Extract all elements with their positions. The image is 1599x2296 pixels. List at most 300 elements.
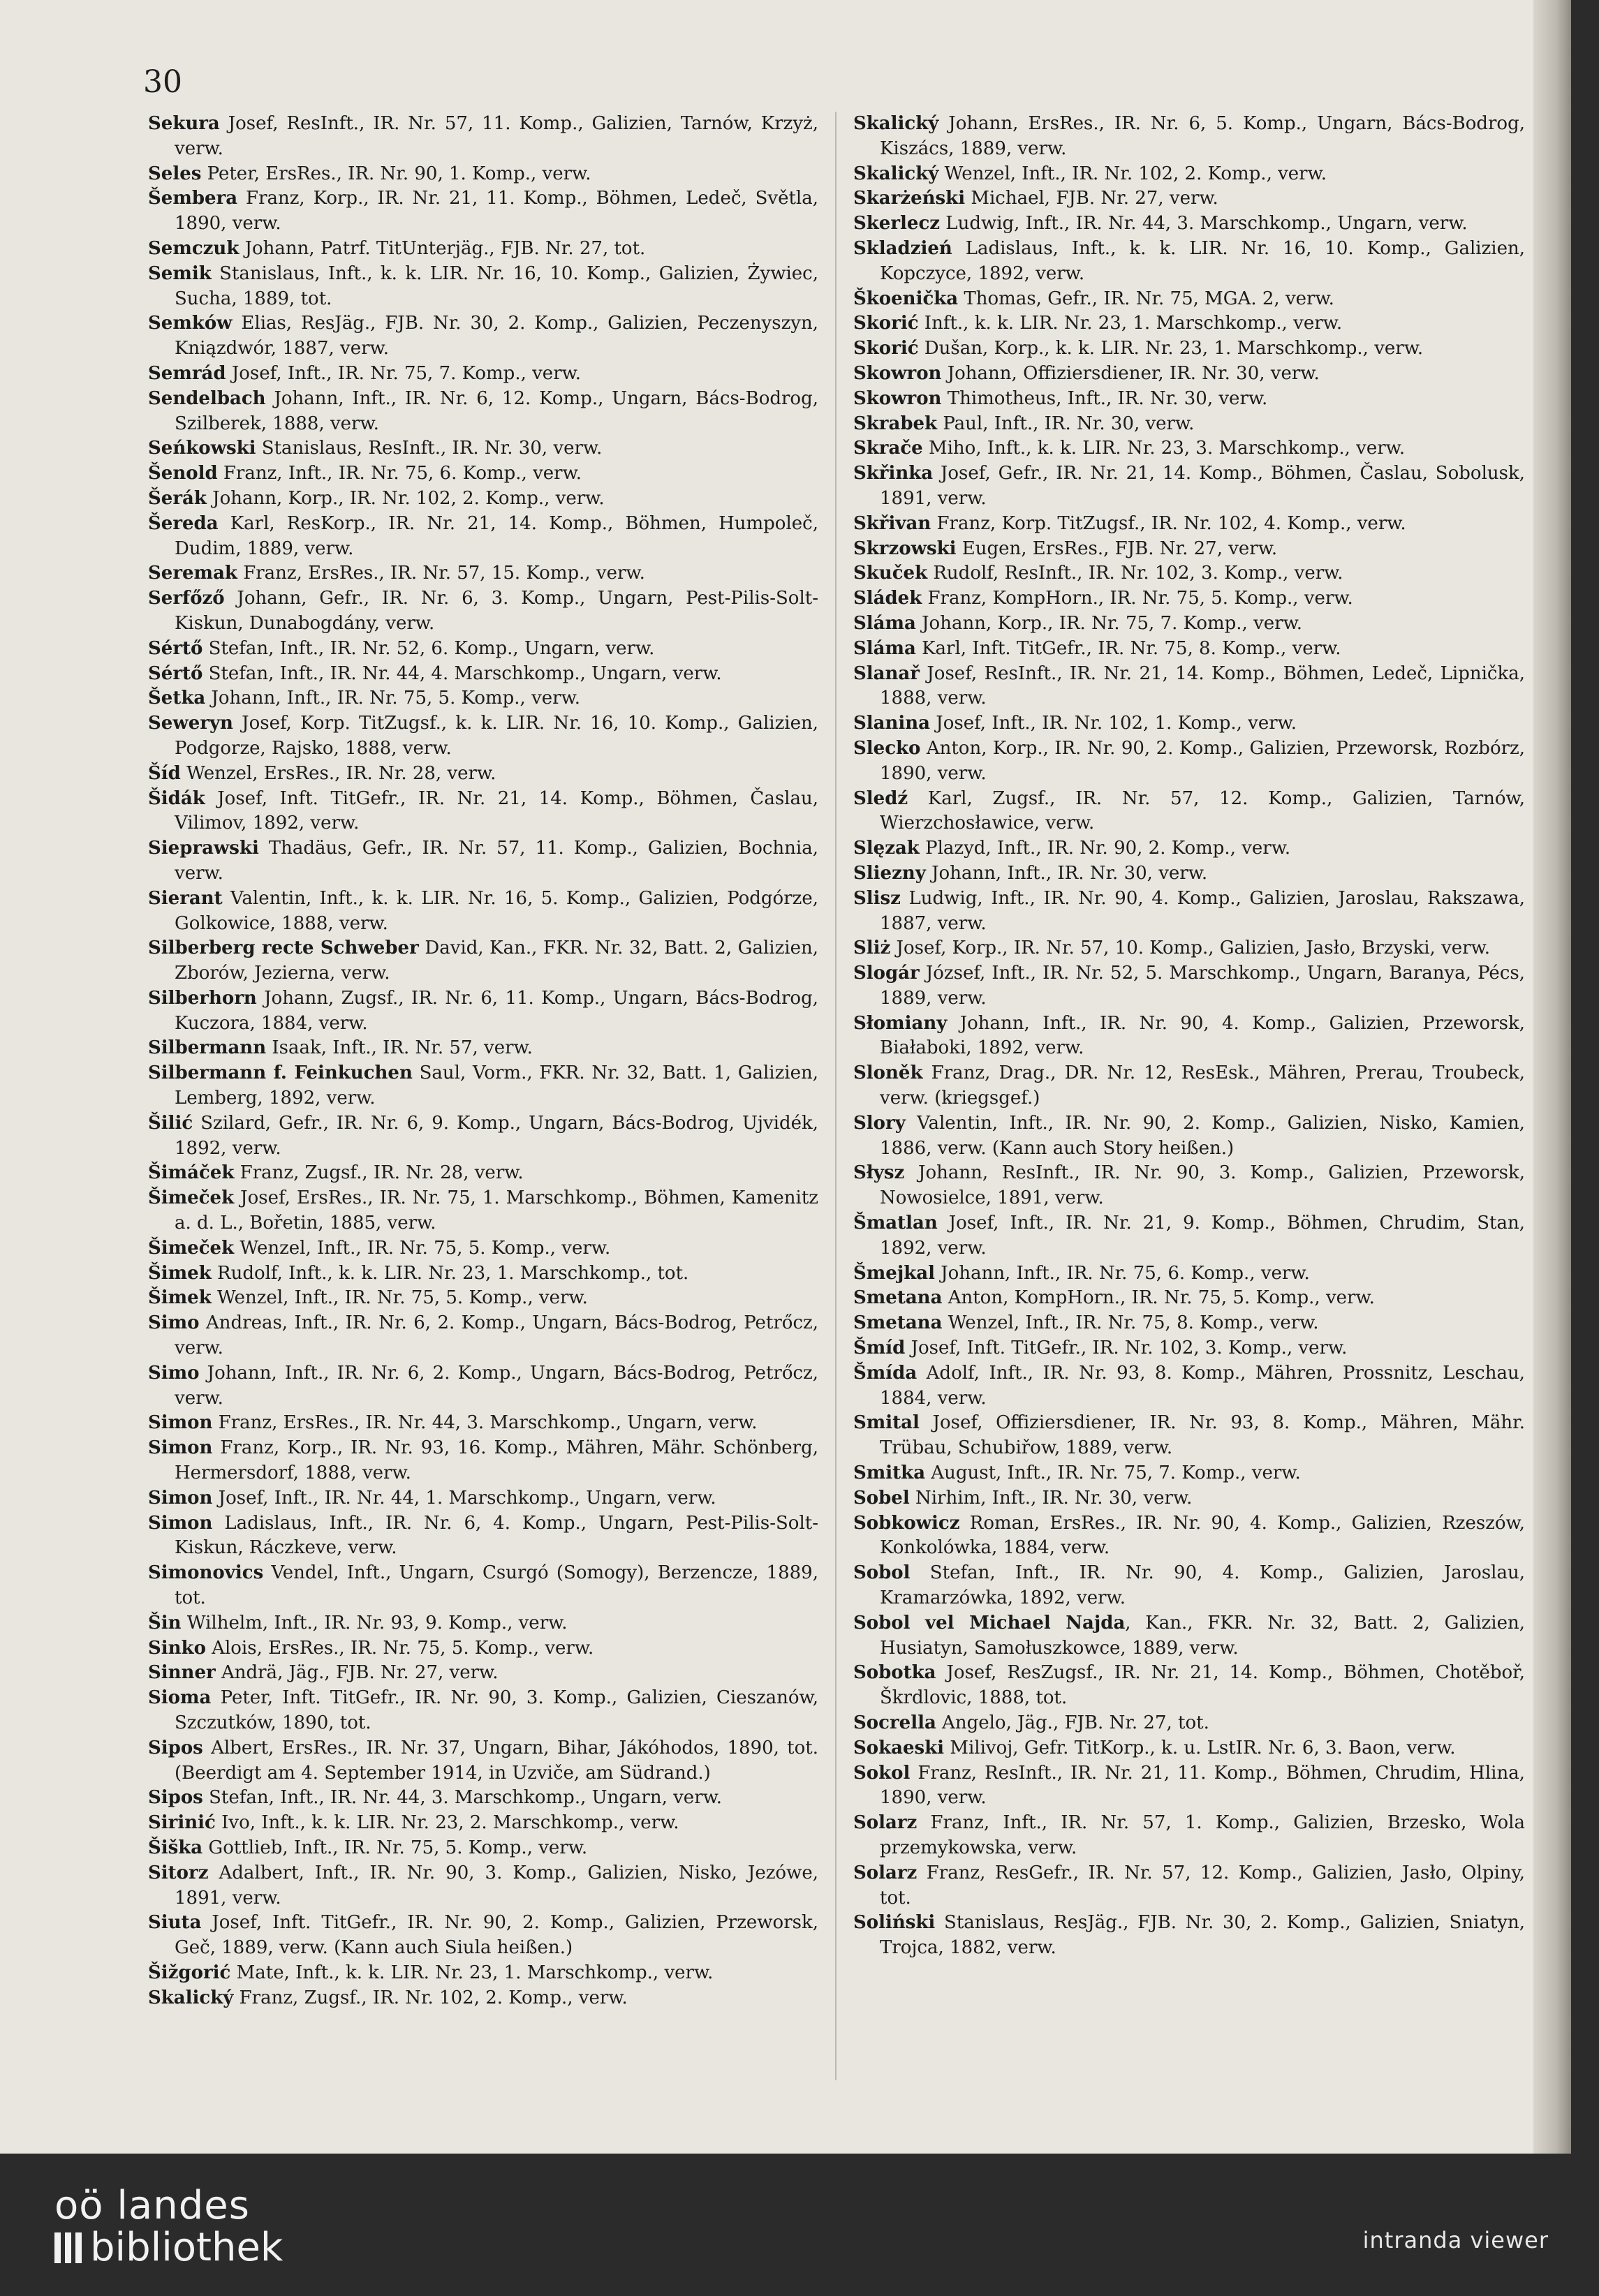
register-entry bbox=[853, 112, 1525, 162]
entry-details: Plazyd, Inft., IR. Nr. 90, 2. Komp., verw. bbox=[919, 838, 1291, 859]
entry-surname: Sipos bbox=[148, 1737, 203, 1758]
entry-details: Stefan, Inft., IR. Nr. 52, 6. Komp., Ungarn, verw. bbox=[202, 637, 655, 659]
register-entry bbox=[148, 1661, 818, 1686]
entry-surname: Semrád bbox=[148, 362, 226, 384]
entry-surname: Šin bbox=[148, 1612, 182, 1634]
entry-details: Adalbert, Inft., IR. Nr. 90, 3. Komp., Galizien, Nisko, Jezówe, 1891, verw. bbox=[175, 1862, 818, 1909]
entry-details: Karl, ResKorp., IR. Nr. 21, 14. Komp., Böhmen, Humpoleč, Dudim, 1889, verw. bbox=[175, 512, 818, 559]
entry-details: Dušan, Korp., k. k. LIR. Nr. 23, 1. Marschkomp., verw. bbox=[918, 338, 1424, 360]
entry-surname: Skalický bbox=[853, 163, 939, 184]
register-entry bbox=[853, 336, 1525, 362]
register-entry bbox=[148, 1836, 818, 1861]
register-entry bbox=[148, 936, 818, 986]
entry-details: Paul, Inft., IR. Nr. 30, verw. bbox=[937, 413, 1195, 434]
entry-details: , Kan., FKR. Nr. 32, Batt. 2, Galizien, Husiatyn, Samołuszkowce, 1889, verw. bbox=[880, 1612, 1525, 1659]
entry-details: Saul, Vorm., FKR. Nr. 32, Batt. 1, Galizien, Lemberg, 1892, verw. bbox=[175, 1062, 819, 1109]
entry-details: Rudolf, ResInft., IR. Nr. 102, 3. Komp., verw. bbox=[927, 563, 1343, 584]
register-entry bbox=[853, 1711, 1525, 1736]
entry-surname: Soliński bbox=[853, 1912, 936, 1934]
entry-surname: Sobkowicz bbox=[853, 1512, 960, 1534]
entry-surname: Slogár bbox=[853, 963, 920, 984]
entry-details: Johann, Korp., IR. Nr. 102, 2. Komp., verw. bbox=[206, 487, 605, 509]
register-entry bbox=[148, 986, 818, 1037]
entry-surname: Skorić bbox=[853, 338, 919, 360]
register-entry bbox=[148, 1061, 818, 1111]
entry-surname: Šmída bbox=[853, 1362, 918, 1384]
register-entry bbox=[853, 412, 1525, 437]
register-entry bbox=[148, 1961, 818, 1986]
entry-surname: Simon bbox=[148, 1512, 213, 1534]
register-entry bbox=[148, 1686, 818, 1736]
entry-surname: Smitka bbox=[853, 1462, 926, 1484]
entry-details: Josef, Offiziersdiener, IR. Nr. 93, 8. Komp., Mähren, Mähr. Trübau, Schubiřow, 1889, verw. bbox=[880, 1412, 1525, 1459]
register-entry bbox=[853, 736, 1525, 787]
register-entry bbox=[148, 436, 818, 461]
entry-details: Franz, Korp. TitZugsf., IR. Nr. 102, 4. Komp., verw. bbox=[931, 512, 1406, 534]
register-entry bbox=[853, 711, 1525, 736]
register-entry bbox=[853, 362, 1525, 387]
entry-surname: Skladzień bbox=[853, 237, 952, 259]
entry-details: Miho, Inft., k. k. LIR. Nr. 23, 3. Marschkomp., verw. bbox=[922, 438, 1406, 459]
entry-surname: Sioma bbox=[148, 1687, 212, 1709]
register-entry bbox=[148, 1161, 818, 1186]
register-entry bbox=[148, 1736, 818, 1786]
register-entry bbox=[148, 1636, 818, 1661]
entry-details: Ladislaus, Inft., IR. Nr. 6, 4. Komp., Ungarn, Pest-Pilis-Solt-Kiskun, Ráczkeve, verw. bbox=[175, 1512, 818, 1559]
register-entry bbox=[853, 436, 1525, 461]
entry-details: Franz, Drag., DR. Nr. 12, ResEsk., Mähren, Prerau, Troubeck, verw. (kriegsgef.) bbox=[880, 1062, 1525, 1109]
entry-surname: Slisz bbox=[853, 887, 901, 909]
entry-details: Michael, FJB. Nr. 27, verw. bbox=[965, 188, 1218, 209]
register-entry bbox=[853, 561, 1525, 586]
entry-details: Ladislaus, Inft., k. k. LIR. Nr. 16, 10. Komp., Galizien, Kopczyce, 1892, verw. bbox=[880, 237, 1525, 284]
entry-surname: Sláma bbox=[853, 612, 916, 634]
entry-details: Thomas, Gefr., IR. Nr. 75, MGA. 2, verw. bbox=[958, 288, 1334, 309]
entry-details: Wenzel, Inft., IR. Nr. 102, 2. Komp., verw. bbox=[938, 163, 1327, 184]
entry-details: Albert, ErsRes., IR. Nr. 37, Ungarn, Bihar, Jákóhodos, 1890, tot. (Beerdigt am 4. September 1914, in Uzviče, am Südrand.) bbox=[175, 1737, 818, 1784]
entry-details: Wenzel, Inft., IR. Nr. 75, 8. Komp., verw. bbox=[942, 1312, 1319, 1334]
entry-details: Wilhelm, Inft., IR. Nr. 93, 9. Komp., verw. bbox=[181, 1612, 568, 1634]
entry-surname: Semczuk bbox=[148, 237, 240, 259]
register-entry bbox=[853, 861, 1525, 887]
entry-details: Adolf, Inft., IR. Nr. 93, 8. Komp., Mähren, Prossnitz, Leschau, 1884, verw. bbox=[880, 1362, 1525, 1409]
register-entry bbox=[853, 186, 1525, 212]
register-entry bbox=[148, 1511, 818, 1562]
register-entry bbox=[853, 162, 1525, 187]
entry-details: Szilard, Gefr., IR. Nr. 6, 9. Komp., Ungarn, Bács-Bodrog, Ujvidék, 1892, verw. bbox=[175, 1112, 818, 1159]
entry-surname: Simon bbox=[148, 1437, 213, 1459]
entry-surname: Sierant bbox=[148, 887, 223, 909]
entry-surname: Silbermann f. Feinkuchen bbox=[148, 1062, 413, 1084]
entry-surname: Słysz bbox=[853, 1162, 905, 1184]
register-entry bbox=[853, 1561, 1525, 1611]
register-entry bbox=[148, 1236, 818, 1261]
entry-details: Stefan, Inft., IR. Nr. 44, 3. Marschkomp., Ungarn, verw. bbox=[202, 1787, 723, 1809]
register-entry bbox=[853, 787, 1525, 837]
entry-surname: Slecko bbox=[853, 737, 921, 759]
register-entry bbox=[853, 1361, 1525, 1412]
register-entry bbox=[148, 836, 818, 887]
entry-surname: Šíd bbox=[148, 762, 181, 784]
register-entry bbox=[853, 936, 1525, 961]
entry-details: Stanislaus, ResJäg., FJB. Nr. 30, 2. Komp., Galizien, Sniatyn, Trojca, 1882, verw. bbox=[880, 1912, 1525, 1959]
entry-details: Angelo, Jäg., FJB. Nr. 27, tot. bbox=[936, 1712, 1209, 1733]
entry-surname: Slanař bbox=[853, 662, 920, 684]
register-entry bbox=[148, 1486, 818, 1511]
register-entry bbox=[148, 1561, 818, 1611]
entry-details: Isaak, Inft., IR. Nr. 57, verw. bbox=[266, 1037, 533, 1059]
entry-surname: Šiška bbox=[148, 1837, 203, 1858]
register-entry bbox=[853, 1161, 1525, 1211]
entry-surname: Sládek bbox=[853, 588, 922, 609]
entry-details: Roman, ErsRes., IR. Nr. 90, 4. Komp., Galizien, Rzeszów, Konkolówka, 1884, verw. bbox=[880, 1512, 1525, 1559]
entry-details: Johann, Inft., IR. Nr. 90, 4. Komp., Galizien, Przeworsk, Białaboki, 1892, verw. bbox=[880, 1012, 1525, 1059]
entry-surname: Simon bbox=[148, 1412, 213, 1434]
entry-details: Josef, ErsRes., IR. Nr. 75, 1. Marschkomp., Böhmen, Kamenitz a. d. L., Bořetin, 1885, verw. bbox=[175, 1187, 818, 1234]
register-entry bbox=[148, 311, 818, 362]
entry-details: Ludwig, Inft., IR. Nr. 90, 4. Komp., Galizien, Jaroslau, Rakszawa, 1887, verw. bbox=[880, 887, 1525, 934]
entry-details: Rudolf, Inft., k. k. LIR. Nr. 23, 1. Marschkomp., tot. bbox=[211, 1262, 689, 1284]
entry-details: Valentin, Inft., IR. Nr. 90, 2. Komp., Galizien, Nisko, Kamien, 1886, verw. (Kann auch Story heißen.) bbox=[880, 1112, 1525, 1159]
entry-surname: Šmíd bbox=[853, 1338, 906, 1359]
entry-details: Johann, ResInft., IR. Nr. 90, 3. Komp., Galizien, Przeworsk, Nowosielce, 1891, verw. bbox=[880, 1162, 1525, 1209]
right-column bbox=[853, 112, 1525, 1961]
entry-surname: Šenold bbox=[148, 463, 218, 484]
register-entry bbox=[853, 1811, 1525, 1861]
entry-surname: Solarz bbox=[853, 1862, 918, 1883]
entry-surname: Seńkowski bbox=[148, 438, 256, 459]
register-entry bbox=[148, 662, 818, 687]
library-logo[interactable] bbox=[54, 2185, 283, 2269]
register-entry bbox=[853, 1061, 1525, 1111]
entry-surname: Sértő bbox=[148, 662, 203, 684]
entry-surname: Seweryn bbox=[148, 713, 233, 734]
entry-surname: Sokaeski bbox=[853, 1737, 945, 1758]
entry-surname: Sirinić bbox=[148, 1812, 216, 1834]
entry-surname: Šetka bbox=[148, 688, 206, 709]
register-entry bbox=[853, 1111, 1525, 1162]
entry-details: Alois, ErsRes., IR. Nr. 75, 5. Komp., verw. bbox=[205, 1637, 594, 1659]
entry-surname: Sláma bbox=[853, 637, 916, 659]
register-entry bbox=[853, 1211, 1525, 1261]
register-entry bbox=[853, 586, 1525, 612]
entry-details: Franz, Korp., IR. Nr. 93, 16. Komp., Mähren, Mähr. Schönberg, Hermersdorf, 1888, verw. bbox=[175, 1437, 818, 1484]
register-entry bbox=[148, 1186, 818, 1236]
entry-details: Wenzel, Inft., IR. Nr. 75, 5. Komp., verw. bbox=[211, 1287, 588, 1309]
register-entry bbox=[148, 787, 818, 837]
entry-surname: Skorić bbox=[853, 313, 919, 334]
entry-surname: Seremak bbox=[148, 563, 237, 584]
entry-surname: Slęzak bbox=[853, 838, 920, 859]
entry-details: Thadäus, Gefr., IR. Nr. 57, 11. Komp., Galizien, Bochnia, verw. bbox=[175, 838, 818, 884]
entry-details: Stefan, Inft., IR. Nr. 44, 4. Marschkomp., Ungarn, verw. bbox=[202, 662, 722, 684]
register-entry bbox=[148, 512, 818, 562]
entry-surname: Sloněk bbox=[853, 1062, 923, 1084]
entry-surname: Semków bbox=[148, 313, 233, 334]
register-entry bbox=[853, 1611, 1525, 1661]
entry-details: Franz, Inft., IR. Nr. 57, 1. Komp., Galizien, Brzesko, Wola przemykowska, verw. bbox=[880, 1812, 1525, 1858]
entry-details: Johann, Inft., IR. Nr. 75, 6. Komp., verw. bbox=[934, 1262, 1310, 1284]
entry-surname: Sértő bbox=[148, 637, 203, 659]
entry-details: Johann, Inft., IR. Nr. 6, 12. Komp., Ungarn, Bács-Bodrog, Szilberek, 1888, verw. bbox=[175, 387, 818, 434]
register-entry bbox=[148, 186, 818, 237]
entry-surname: Šerák bbox=[148, 487, 207, 509]
entry-details: Josef, Inft., IR. Nr. 44, 1. Marschkomp., Ungarn, verw. bbox=[212, 1487, 716, 1509]
entry-surname: Simo bbox=[148, 1312, 200, 1334]
register-entry bbox=[148, 487, 818, 512]
register-entry bbox=[148, 1986, 818, 2011]
entry-surname: Słomiany bbox=[853, 1012, 948, 1034]
register-entry bbox=[148, 1261, 818, 1287]
register-entry bbox=[853, 1761, 1525, 1812]
entry-details: Franz, ErsRes., IR. Nr. 44, 3. Marschkomp., Ungarn, verw. bbox=[212, 1412, 758, 1434]
register-entry bbox=[853, 1911, 1525, 1961]
entry-surname: Siuta bbox=[148, 1912, 202, 1934]
entry-surname: Skalický bbox=[853, 113, 939, 134]
entry-surname: Simon bbox=[148, 1487, 213, 1509]
entry-surname: Sinner bbox=[148, 1662, 216, 1684]
entry-details: Franz, ErsRes., IR. Nr. 57, 15. Komp., verw. bbox=[237, 563, 645, 584]
entry-details: Wenzel, Inft., IR. Nr. 75, 5. Komp., verw. bbox=[234, 1237, 611, 1259]
entry-details: Johann, Zugsf., IR. Nr. 6, 11. Komp., Ungarn, Bács-Bodrog, Kuczora, 1884, verw. bbox=[175, 987, 818, 1034]
register-entry bbox=[853, 287, 1525, 312]
entry-details: August, Inft., IR. Nr. 75, 7. Komp., verw. bbox=[925, 1462, 1301, 1484]
entry-surname: Sobol bbox=[853, 1562, 911, 1584]
register-entry bbox=[853, 537, 1525, 562]
entry-details: Peter, ErsRes., IR. Nr. 90, 1. Komp., verw. bbox=[201, 163, 591, 184]
entry-surname: Sliż bbox=[853, 938, 891, 959]
entry-surname: Sliezny bbox=[853, 862, 926, 884]
register-entry bbox=[148, 1036, 818, 1061]
entry-surname: Šimáček bbox=[148, 1162, 235, 1184]
register-entry bbox=[853, 836, 1525, 861]
register-entry bbox=[148, 1411, 818, 1436]
register-entry bbox=[148, 686, 818, 711]
entry-surname: Skrače bbox=[853, 438, 923, 459]
entry-surname: Šereda bbox=[148, 512, 219, 534]
entry-details: Franz, ResGefr., IR. Nr. 57, 12. Komp., Galizien, Jasło, Olpiny, tot. bbox=[880, 1862, 1525, 1909]
register-entry bbox=[853, 1861, 1525, 1911]
entry-surname: Solarz bbox=[853, 1812, 918, 1834]
page-number: 30 bbox=[143, 64, 182, 100]
entry-surname: Simonovics bbox=[148, 1562, 264, 1584]
register-entry bbox=[853, 637, 1525, 662]
entry-details: Karl, Inft. TitGefr., IR. Nr. 75, 8. Komp., verw. bbox=[915, 637, 1341, 659]
register-entry bbox=[148, 362, 818, 387]
entry-surname: Sobotka bbox=[853, 1662, 936, 1684]
entry-surname: Smital bbox=[853, 1412, 920, 1434]
entry-surname: Šižgorić bbox=[148, 1962, 231, 1983]
register-entry bbox=[148, 887, 818, 937]
register-entry bbox=[853, 1661, 1525, 1711]
register-entry bbox=[853, 1486, 1525, 1511]
register-entry bbox=[148, 162, 818, 187]
entry-surname: Slanina bbox=[853, 713, 931, 734]
entry-details: Eugen, ErsRes., FJB. Nr. 27, verw. bbox=[956, 538, 1278, 559]
entry-details: Stanislaus, Inft., k. k. LIR. Nr. 16, 10. Komp., Galizien, Żywiec, Sucha, 1889, tot. bbox=[175, 262, 818, 309]
entry-details: Franz, Zugsf., IR. Nr. 28, verw. bbox=[234, 1162, 524, 1184]
entry-details: Gottlieb, Inft., IR. Nr. 75, 5. Komp., verw. bbox=[202, 1837, 588, 1858]
register-entry bbox=[148, 1611, 818, 1636]
entry-details: Josef, ResZugsf., IR. Nr. 21, 14. Komp., Böhmen, Chotěboř, Škrdlovic, 1888, tot. bbox=[880, 1662, 1525, 1709]
entry-surname: Smetana bbox=[853, 1287, 943, 1309]
register-entry bbox=[148, 387, 818, 437]
entry-surname: Simo bbox=[148, 1362, 200, 1384]
entry-surname: Skrzowski bbox=[853, 538, 957, 559]
entry-surname: Šimeček bbox=[148, 1237, 235, 1259]
entry-details: Andreas, Inft., IR. Nr. 6, 2. Komp., Ungarn, Bács-Bodrog, Petrőcz, verw. bbox=[175, 1312, 818, 1359]
register-entry bbox=[148, 237, 818, 262]
entry-details: Stanislaus, ResInft., IR. Nr. 30, verw. bbox=[256, 438, 603, 459]
logo-line-2: bibliothek bbox=[90, 2225, 283, 2270]
entry-details: Franz, ResInft., IR. Nr. 21, 11. Komp., Böhmen, Chrudim, Hlina, 1890, verw. bbox=[880, 1762, 1525, 1809]
register-entry bbox=[148, 1361, 818, 1412]
entry-details: Josef, Inft., IR. Nr. 21, 9. Komp., Böhmen, Chrudim, Stan, 1892, verw. bbox=[880, 1213, 1525, 1259]
entry-details: József, Inft., IR. Nr. 52, 5. Marschkomp., Ungarn, Baranya, Pécs, 1889, verw. bbox=[880, 963, 1525, 1009]
entry-surname: Smetana bbox=[853, 1312, 943, 1334]
register-entry bbox=[148, 561, 818, 586]
entry-details: Valentin, Inft., k. k. LIR. Nr. 16, 5. Komp., Galizien, Podgórze, Golkowice, 1888, verw. bbox=[175, 887, 818, 934]
register-entry bbox=[148, 1911, 818, 1961]
register-entry bbox=[853, 887, 1525, 937]
entry-surname: Skowron bbox=[853, 362, 942, 384]
logo-bars-icon bbox=[54, 2232, 82, 2263]
entry-details: Wenzel, ErsRes., IR. Nr. 28, verw. bbox=[180, 762, 496, 784]
register-entry bbox=[148, 586, 818, 637]
entry-details: Franz, KompHorn., IR. Nr. 75, 5. Komp., verw. bbox=[922, 588, 1353, 609]
entry-details: Thimotheus, Inft., IR. Nr. 30, verw. bbox=[941, 387, 1268, 409]
entry-details: Josef, Korp., IR. Nr. 57, 10. Komp., Galizien, Jasło, Brzyski, verw. bbox=[890, 938, 1491, 959]
register-entry bbox=[853, 387, 1525, 412]
register-entry bbox=[148, 1111, 818, 1162]
entry-details: Johann, Inft., IR. Nr. 75, 5. Komp., verw. bbox=[205, 688, 581, 709]
entry-details: Karl, Zugsf., IR. Nr. 57, 12. Komp., Galizien, Tarnów, Wierzchosławice, verw. bbox=[880, 787, 1525, 834]
entry-surname: Slory bbox=[853, 1112, 906, 1134]
entry-details: Milivoj, Gefr. TitKorp., k. u. LstIR. Nr. 6, 3. Baon, verw. bbox=[944, 1737, 1456, 1758]
entry-details: Franz, Inft., IR. Nr. 75, 6. Komp., verw. bbox=[217, 463, 582, 484]
entry-details: Johann, Inft., IR. Nr. 30, verw. bbox=[925, 862, 1208, 884]
page-edge bbox=[1533, 0, 1571, 2154]
entry-surname: Škoenička bbox=[853, 288, 959, 309]
entry-surname: Šembera bbox=[148, 188, 238, 209]
entry-details: Johann, Korp., IR. Nr. 75, 7. Komp., verw. bbox=[915, 612, 1303, 634]
entry-surname: Sieprawski bbox=[148, 838, 259, 859]
entry-surname: Sipos bbox=[148, 1787, 203, 1809]
register-entry bbox=[853, 1736, 1525, 1761]
entry-details: Inft., k. k. LIR. Nr. 23, 1. Marschkomp., verw. bbox=[918, 313, 1343, 334]
register-entry bbox=[148, 711, 818, 762]
register-entry bbox=[148, 262, 818, 312]
entry-surname: Silberberg recte Schweber bbox=[148, 938, 419, 959]
register-entry bbox=[853, 237, 1525, 287]
entry-details: Ivo, Inft., k. k. LIR. Nr. 23, 2. Marschkomp., verw. bbox=[215, 1812, 679, 1834]
entry-details: Stefan, Inft., IR. Nr. 90, 4. Komp., Galizien, Jaroslau, Kramarzówka, 1892, verw. bbox=[880, 1562, 1525, 1609]
entry-details: Johann, Offiziersdiener, IR. Nr. 30, verw. bbox=[941, 362, 1320, 384]
register-entry bbox=[148, 461, 818, 487]
viewer-label[interactable]: intranda viewer bbox=[1362, 2227, 1549, 2253]
register-entry bbox=[148, 1436, 818, 1486]
entry-details: Mate, Inft., k. k. LIR. Nr. 23, 1. Marschkomp., verw. bbox=[230, 1962, 714, 1983]
register-entry bbox=[148, 1286, 818, 1311]
entry-details: David, Kan., FKR. Nr. 32, Batt. 2, Galizien, Zborów, Jezierna, verw. bbox=[175, 938, 818, 984]
entry-details: Johann, Patrf. TitUnterjäg., FJB. Nr. 27, tot. bbox=[239, 237, 646, 259]
register-entry bbox=[853, 512, 1525, 537]
entry-details: Josef, Korp. TitZugsf., k. k. LIR. Nr. 16, 10. Komp., Galizien, Podgorze, Rajsko, 1888, verw. bbox=[175, 713, 818, 759]
entry-surname: Sinko bbox=[148, 1637, 206, 1659]
register-entry bbox=[853, 311, 1525, 336]
entry-surname: Skalický bbox=[148, 1987, 234, 2008]
register-entry bbox=[148, 1861, 818, 1911]
entry-details: Johann, Inft., IR. Nr. 6, 2. Komp., Ungarn, Bács-Bodrog, Petrőcz, verw. bbox=[175, 1362, 818, 1409]
entry-surname: Šmejkal bbox=[853, 1262, 935, 1284]
entry-surname: Skowron bbox=[853, 387, 942, 409]
entry-details: Josef, ResInft., IR. Nr. 57, 11. Komp., Galizien, Tarnów, Krzyż, verw. bbox=[175, 113, 818, 159]
entry-details: Josef, ResInft., IR. Nr. 21, 14. Komp., Böhmen, Ledeč, Lipnička, 1888, verw. bbox=[880, 662, 1525, 709]
register-entry bbox=[148, 1786, 818, 1811]
register-entry bbox=[853, 212, 1525, 237]
entry-surname: Skřivan bbox=[853, 512, 931, 534]
register-entry bbox=[148, 762, 818, 787]
entry-details: Andrä, Jäg., FJB. Nr. 27, verw. bbox=[215, 1662, 499, 1684]
column-divider bbox=[835, 112, 837, 2080]
register-entry bbox=[148, 112, 818, 162]
entry-surname: Šmatlan bbox=[853, 1213, 938, 1234]
entry-details: Josef, Inft., IR. Nr. 102, 1. Komp., verw. bbox=[930, 713, 1297, 734]
entry-surname: Šilić bbox=[148, 1112, 193, 1134]
entry-details: Peter, Inft. TitGefr., IR. Nr. 90, 3. Komp., Galizien, Cieszanów, Szczutków, 1890, tot. bbox=[175, 1687, 818, 1733]
logo-line-1: oö landes bbox=[54, 2183, 250, 2228]
entry-surname: Seles bbox=[148, 163, 202, 184]
entry-surname: Sledź bbox=[853, 787, 908, 809]
entry-surname: Semik bbox=[148, 262, 212, 284]
entry-surname: Socrella bbox=[853, 1712, 936, 1733]
entry-details: Josef, Inft. TitGefr., IR. Nr. 90, 2. Komp., Galizien, Przeworsk, Geč, 1889, verw. (Kann auch Siula heißen.) bbox=[175, 1912, 818, 1959]
register-entry bbox=[853, 1511, 1525, 1562]
entry-details: Johann, ErsRes., IR. Nr. 6, 5. Komp., Ungarn, Bács-Bodrog, Kiszács, 1889, verw. bbox=[880, 113, 1525, 159]
entry-surname: Sendelbach bbox=[148, 387, 266, 409]
entry-details: Vendel, Inft., Ungarn, Csurgó (Somogy), Berzencze, 1889, tot. bbox=[175, 1562, 818, 1609]
register-entry bbox=[853, 1336, 1525, 1361]
entry-details: Franz, Zugsf., IR. Nr. 102, 2. Komp., verw. bbox=[233, 1987, 628, 2008]
register-entry bbox=[853, 1411, 1525, 1461]
entry-surname: Sobol vel Michael Najda bbox=[853, 1612, 1126, 1634]
entry-surname: Skerlecz bbox=[853, 213, 941, 235]
entry-details: Josef, Inft. TitGefr., IR. Nr. 21, 14. Komp., Böhmen, Časlau, Vilimov, 1892, verw. bbox=[175, 787, 818, 834]
entry-details: Josef, Inft., IR. Nr. 75, 7. Komp., verw. bbox=[226, 362, 582, 384]
entry-surname: Sekura bbox=[148, 113, 220, 134]
entry-surname: Skarżeński bbox=[853, 188, 966, 209]
entry-details: Anton, Korp., IR. Nr. 90, 2. Komp., Galizien, Przeworsk, Rozbórz, 1890, verw. bbox=[880, 737, 1525, 784]
register-entry bbox=[853, 1461, 1525, 1486]
register-entry bbox=[853, 1261, 1525, 1287]
register-entry bbox=[148, 1811, 818, 1836]
entry-surname: Sobel bbox=[853, 1487, 910, 1509]
register-entry bbox=[853, 662, 1525, 712]
entry-surname: Silberhorn bbox=[148, 987, 257, 1009]
entry-surname: Skrabek bbox=[853, 413, 938, 434]
entry-surname: Skuček bbox=[853, 563, 928, 584]
entry-surname: Serfőző bbox=[148, 588, 225, 609]
entry-surname: Šimeček bbox=[148, 1187, 235, 1209]
entry-details: Ludwig, Inft., IR. Nr. 44, 3. Marschkomp., Ungarn, verw. bbox=[940, 213, 1468, 235]
register-entry bbox=[853, 1311, 1525, 1336]
register-entry bbox=[853, 612, 1525, 637]
register-entry bbox=[853, 1286, 1525, 1311]
entry-details: Josef, Gefr., IR. Nr. 21, 14. Komp., Böhmen, Časlau, Sobolusk, 1891, verw. bbox=[880, 463, 1525, 509]
logo-line-2-wrap bbox=[54, 2227, 283, 2269]
entry-details: Anton, KompHorn., IR. Nr. 75, 5. Komp., verw. bbox=[942, 1287, 1375, 1309]
entry-details: Nirhim, Inft., IR. Nr. 30, verw. bbox=[909, 1487, 1193, 1509]
